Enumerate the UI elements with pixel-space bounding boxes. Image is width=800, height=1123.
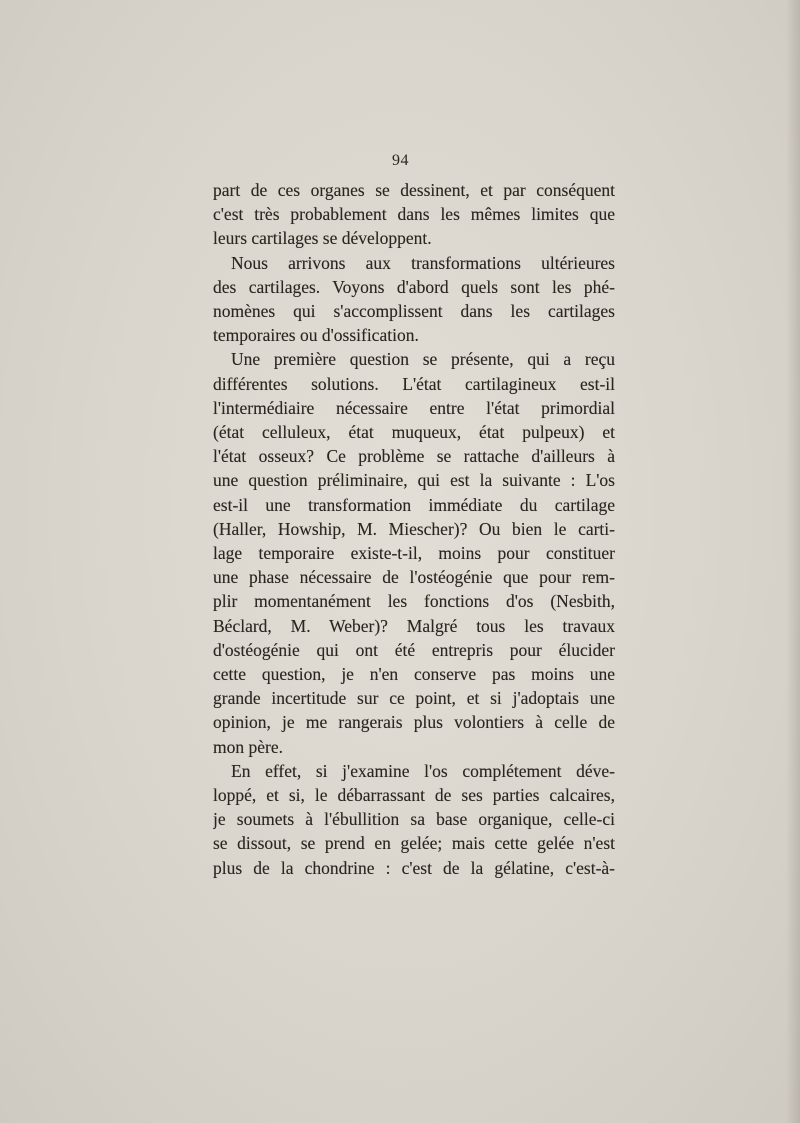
text-line: lage temporaire existe-t-il, moins pour constituer (213, 543, 615, 564)
text-line: l'intermédiaire nécessaire entre l'état primordial (213, 397, 615, 418)
body-text (213, 178, 615, 880)
page-number: 94 (392, 152, 409, 169)
text-line: (état celluleux, état muqueux, état pulpeux) et (213, 422, 615, 443)
text-line: est-il une transformation immédiate du cartilage (213, 494, 615, 515)
text-line: nomènes qui s'accomplissent dans les cartilages (213, 301, 615, 322)
text-line: Nous arrivons aux transformations ultérieures (231, 252, 615, 273)
text-line: une question préliminaire, qui est la suivante : L'os (213, 470, 615, 491)
text-line: cette question, je n'en conserve pas moins une (213, 664, 615, 685)
text-line: loppé, et si, le débarrassant de ses parties calcaires, (213, 785, 615, 806)
text-line: (Haller, Howship, M. Miescher)? Ou bien le carti- (213, 518, 615, 539)
text-line: je soumets à l'ébullition sa base organique, celle-ci (213, 809, 615, 830)
text-line: se dissout, se prend en gelée; mais cette gelée n'est (213, 833, 615, 854)
text-line: plus de la chondrine : c'est de la gélatine, c'est-à- (213, 857, 615, 878)
text-line: d'ostéogénie qui ont été entrepris pour élucider (213, 639, 615, 660)
text-line: temporaires ou d'ossification. (213, 325, 419, 346)
text-line: une phase nécessaire de l'ostéogénie que pour rem- (213, 567, 615, 588)
text-line: leurs cartilages se développent. (213, 228, 432, 249)
text-line: des cartilages. Voyons d'abord quels sont les phé- (213, 276, 615, 297)
text-line: l'état osseux? Ce problème se rattache d'ailleurs à (213, 446, 615, 467)
text-line: mon père. (213, 736, 283, 757)
text-line: part de ces organes se dessinent, et par conséquent (213, 180, 615, 200)
text-line: différentes solutions. L'état cartilagineux est-il (213, 373, 615, 394)
text-line: Béclard, M. Weber)? Malgré tous les travaux (213, 615, 615, 636)
page-edge-shadow (786, 0, 800, 1123)
text-line: grande incertitude sur ce point, et si j'adoptais une (213, 688, 615, 709)
text-line: En effet, si j'examine l'os complétement déve- (231, 760, 615, 781)
text-line: c'est très probablement dans les mêmes limites que (213, 204, 615, 225)
text-line: Une première question se présente, qui a reçu (231, 349, 615, 370)
text-line: plir momentanément les fonctions d'os (Nesbith, (213, 591, 615, 612)
text-line: opinion, je me rangerais plus volontiers à celle de (213, 712, 615, 733)
